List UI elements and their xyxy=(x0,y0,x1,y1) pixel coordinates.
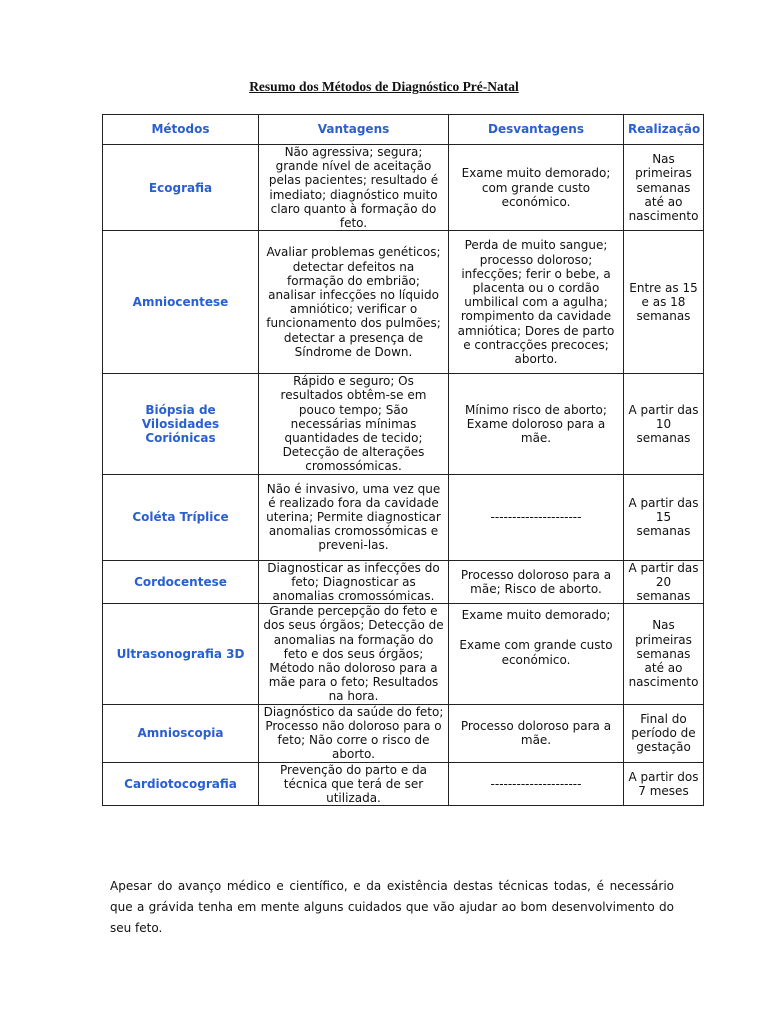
advantages-cell: Diagnosticar as infecções do feto; Diagnosticar as anomalias cromossómicas. xyxy=(259,560,449,604)
timing-cell: Nas primeiras semanas até ao nascimento xyxy=(624,604,704,704)
disadvantages-cell: Processo doloroso para a mãe. xyxy=(449,704,624,762)
method-cell: Amnioscopia xyxy=(103,704,259,762)
timing-cell: A partir das 10 semanas xyxy=(624,374,704,474)
table-header-row xyxy=(103,115,704,145)
timing-cell: A partir dos 7 meses xyxy=(624,762,704,806)
advantages-cell: Avaliar problemas genéticos; detectar defeitos na formação do embrião; analisar infecções no líquido amniótico; verificar o funcionamento dos pulmões; detectar a presença de Síndrome de Down. xyxy=(259,231,449,374)
advantages-cell: Não é invasivo, uma vez que é realizado fora da cavidade uterina; Permite diagnosticar anomalias cromossómicas e preveni-las. xyxy=(259,474,449,560)
method-cell: Ultrasonografia 3D xyxy=(103,604,259,704)
disadvantages-cell: Mínimo risco de aborto; Exame doloroso para a mãe. xyxy=(449,374,624,474)
disadvantages-cell xyxy=(449,604,624,704)
line-gap xyxy=(453,622,619,638)
method-cell: Cordocentese xyxy=(103,560,259,604)
disadvantages-line: Exame com grande custo económico. xyxy=(459,638,613,667)
method-cell: Biópsia de Vilosidades Coriónicas xyxy=(103,374,259,474)
closing-paragraph: Apesar do avanço médico e científico, e da existência destas técnicas todas, é necessário que a grávida tenha em mente alguns cuidados que vão ajudar ao bom desenvolvimento do seu feto. xyxy=(110,879,674,935)
method-cell: Cardiotocografia xyxy=(103,762,259,806)
disadvantages-cell: Perda de muito sangue; processo doloroso; infecções; ferir o bebe, a placenta ou o cordão umbilical com a agulha; rompimento da cavidade amniótica; Dores de parto e contracções precoces; aborto. xyxy=(449,231,624,374)
document-title: Resumo dos Métodos de Diagnóstico Pré-Natal xyxy=(249,79,519,94)
table-row xyxy=(103,231,704,374)
header-methods: Métodos xyxy=(103,115,259,145)
table-row xyxy=(103,604,704,704)
table-row xyxy=(103,474,704,560)
table-row xyxy=(103,704,704,762)
timing-cell: Nas primeiras semanas até ao nascimento xyxy=(624,145,704,231)
table-row xyxy=(103,560,704,604)
advantages-cell: Grande percepção do feto e dos seus órgãos; Detecção de anomalias na formação do feto e dos seus órgãos; Método não doloroso para a mãe para o feto; Resultados na hora. xyxy=(259,604,449,704)
timing-cell: A partir das 20 semanas xyxy=(624,560,704,604)
disadvantages-cell: Exame muito demorado; com grande custo económico. xyxy=(449,145,624,231)
disadvantages-cell: Processo doloroso para a mãe; Risco de aborto. xyxy=(449,560,624,604)
disadvantages-line: Exame muito demorado; xyxy=(461,608,611,623)
advantages-cell: Rápido e seguro; Os resultados obtêm-se em pouco tempo; São necessárias mínimas quantidades de tecido; Detecção de alterações cromossómicas. xyxy=(259,374,449,474)
header-disadvantages: Desvantagens xyxy=(449,115,624,145)
timing-cell: Entre as 15 e as 18 semanas xyxy=(624,231,704,374)
table-row xyxy=(103,762,704,806)
diagnosis-methods-table xyxy=(102,114,704,806)
advantages-cell: Prevenção do parto e da técnica que terá de ser utilizada. xyxy=(259,762,449,806)
timing-cell: Final do período de gestação xyxy=(624,704,704,762)
method-cell: Ecografia xyxy=(103,145,259,231)
method-cell: Amniocentese xyxy=(103,231,259,374)
header-advantages: Vantagens xyxy=(259,115,449,145)
disadvantages-cell: --------------------- xyxy=(449,762,624,806)
table-row xyxy=(103,145,704,231)
timing-cell: A partir das 15 semanas xyxy=(624,474,704,560)
disadvantages-cell: --------------------- xyxy=(449,474,624,560)
advantages-cell: Diagnóstico da saúde do feto; Processo não doloroso para o feto; Não corre o risco de aborto. xyxy=(259,704,449,762)
header-timing: Realização xyxy=(624,115,704,145)
table-row xyxy=(103,374,704,474)
method-cell: Coléta Tríplice xyxy=(103,474,259,560)
advantages-cell: Não agressiva; segura; grande nível de aceitação pelas pacientes; resultado é imediato; diagnóstico muito claro quanto à formação do feto. xyxy=(259,145,449,231)
